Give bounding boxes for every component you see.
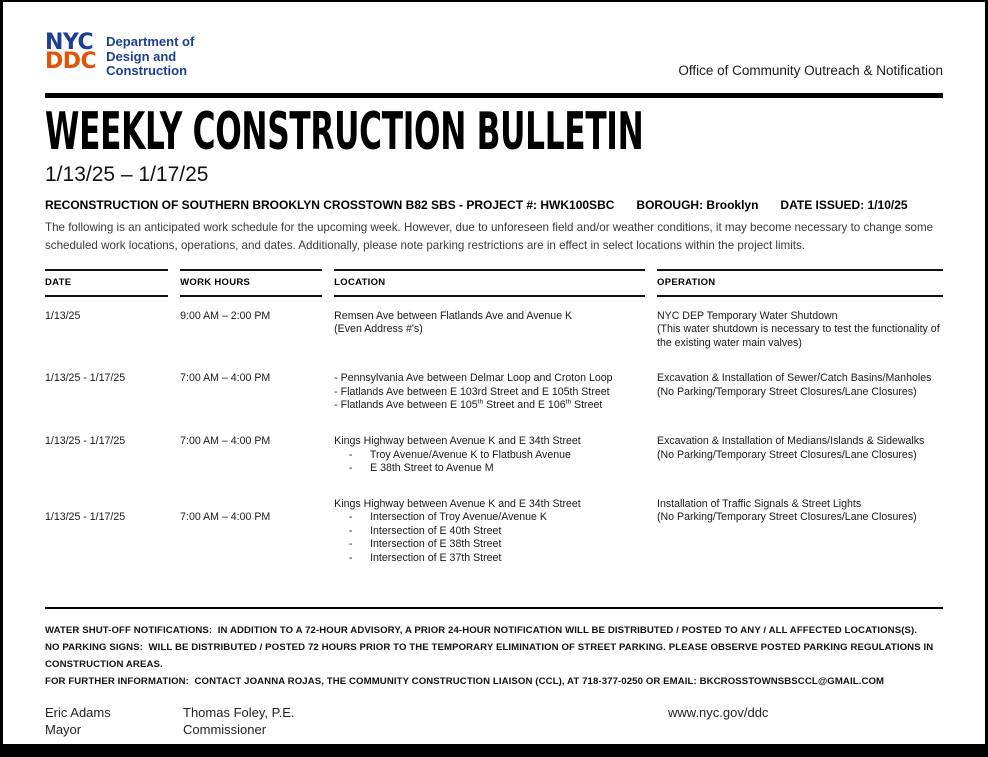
operation-line: (This water shutdown is necessary to test the functionality of the existing water main valves)	[657, 323, 943, 349]
ddc-logo-text: DDC	[45, 49, 97, 75]
column-header-location: LOCATION	[334, 269, 645, 297]
commissioner-title: Commissioner	[183, 722, 267, 738]
location-line: Kings Highway between Avenue K and E 34th Street	[334, 497, 581, 510]
operation-line: Installation of Traffic Signals & Street Lights	[657, 497, 862, 510]
row-operation	[657, 310, 943, 351]
row-operation	[657, 435, 943, 476]
row-location	[334, 310, 645, 351]
department-name-line: Construction	[106, 63, 188, 79]
operation-line: (No Parking/Temporary Street Closures/Lane Closures)	[657, 385, 917, 398]
operation-line: (No Parking/Temporary Street Closures/Lane Closures)	[657, 448, 917, 461]
notices-divider-rule	[45, 607, 943, 609]
department-name-line: Department of	[106, 34, 195, 49]
row-work-hours: 7:00 AM – 4:00 PM	[180, 510, 271, 523]
table-row	[45, 310, 943, 351]
schedule-table	[45, 269, 943, 566]
location-line: - Intersection of E 40th Street	[334, 524, 502, 537]
project-date-issued: DATE ISSUED: 1/10/25	[780, 197, 908, 212]
notice-line: NO PARKING SIGNS: WILL BE DISTRIBUTED / POSTED 72 HOURS PRIOR TO THE TEMPORARY ELIMINATION OF STREET PARKING. PLEASE OBSERVE POSTED PARKING REGULATIONS IN CONSTRUCTION AREAS.	[45, 641, 937, 670]
notices	[45, 622, 943, 690]
column-header-operation: OPERATION	[657, 269, 943, 297]
row-location	[334, 435, 645, 476]
column-header-date: DATE	[45, 269, 168, 297]
row-date: 1/13/25	[45, 309, 81, 322]
row-work-hours: 7:00 AM – 4:00 PM	[180, 435, 271, 448]
office-line: Office of Community Outreach & Notification	[678, 62, 943, 78]
row-location	[334, 372, 645, 413]
bulletin-date-range: 1/13/25 – 1/17/25	[45, 162, 209, 186]
header-divider-rule	[45, 93, 943, 98]
notice-line: FOR FURTHER INFORMATION: CONTACT JOANNA ROJAS, THE COMMUNITY CONSTRUCTION LIAISON (CCL), AT 718-377-0250 OR EMAIL: BKCROSSTOWNSBSCCL@GMAIL.COM	[45, 675, 885, 687]
row-operation	[657, 372, 943, 413]
location-line: - Intersection of E 38th Street	[334, 538, 502, 551]
page-title: WEEKLY CONSTRUCTION BULLETIN	[45, 101, 644, 162]
location-line: - Intersection of E 37th Street	[334, 551, 502, 564]
notice-line: WATER SHUT-OFF NOTIFICATIONS: IN ADDITION TO A 72-HOUR ADVISORY, A PRIOR 24-HOUR NOTIFICATION WILL BE DISTRIBUTED / POSTED TO ANY / ALL AFFECTED LOCATIONS(S).	[45, 624, 918, 636]
intro-paragraph: The following is an anticipated work schedule for the upcoming week. However, due to unforeseen field and/or weather conditions, it may become necessary to change some scheduled work locations, operations, and dates. Additionally, please note parking restrictions are in effect in select locations within the project limits.	[45, 220, 934, 252]
location-line: Remsen Ave between Flatlands Ave and Avenue K	[334, 309, 573, 322]
row-date: 1/13/25 - 1/17/25	[45, 372, 126, 385]
row-location	[334, 498, 645, 566]
table-row	[45, 435, 943, 476]
operation-line: NYC DEP Temporary Water Shutdown	[657, 309, 838, 322]
footer-commissioner	[183, 704, 668, 739]
project-borough: BOROUGH: Brooklyn	[636, 197, 759, 212]
mayor-name: Eric Adams	[45, 704, 111, 720]
project-info-line	[45, 198, 943, 212]
location-line: Kings Highway between Avenue K and E 34th Street	[334, 435, 581, 448]
row-date: 1/13/25 - 1/17/25	[45, 510, 126, 523]
schedule-rows	[45, 310, 943, 566]
notices-section	[45, 607, 943, 690]
schedule-header-row	[45, 269, 943, 297]
table-row	[45, 372, 943, 413]
location-line: (Even Address #'s)	[334, 323, 423, 336]
footer-website: www.nyc.gov/ddc	[668, 704, 769, 720]
commissioner-name: Thomas Foley, P.E.	[183, 704, 295, 720]
location-line: - Pennsylvania Ave between Delmar Loop and Croton Loop	[334, 372, 613, 385]
location-line: - Flatlands Ave between E 103rd Street and E 105th Street	[334, 385, 610, 398]
row-work-hours: 7:00 AM – 4:00 PM	[180, 372, 271, 385]
ddc-logo-letters	[45, 30, 97, 75]
operation-line: Excavation & Installation of Medians/Islands & Sidewalks	[657, 435, 925, 448]
page-footer	[45, 704, 943, 739]
row-work-hours: 9:00 AM – 2:00 PM	[180, 309, 271, 322]
location-line: - Troy Avenue/Avenue K to Flatbush Avenue	[334, 448, 571, 461]
column-header-work-hours: WORK HOURS	[180, 269, 322, 297]
nyc-logo-text: NYC	[45, 30, 94, 55]
location-line: - Intersection of Troy Avenue/Avenue K	[334, 511, 547, 524]
project-title: RECONSTRUCTION OF SOUTHERN BROOKLYN CROSSTOWN B82 SBS - PROJECT #: HWK100SBC	[45, 197, 615, 212]
ddc-logo	[45, 30, 195, 79]
footer-mayor	[45, 704, 183, 739]
row-operation	[657, 498, 943, 566]
table-row	[45, 498, 943, 566]
operation-line: Excavation & Installation of Sewer/Catch Basins/Manholes	[657, 372, 932, 385]
location-line: - Flatlands Ave between E 105th Street and E 106th Street	[334, 398, 603, 412]
location-line: - E 38th Street to Avenue M	[334, 462, 494, 475]
operation-line: (No Parking/Temporary Street Closures/Lane Closures)	[657, 511, 917, 524]
mayor-title: Mayor	[45, 722, 82, 738]
row-date: 1/13/25 - 1/17/25	[45, 435, 126, 448]
department-name	[106, 35, 194, 79]
page-header	[45, 30, 943, 79]
department-name-line: Design and	[106, 48, 177, 64]
